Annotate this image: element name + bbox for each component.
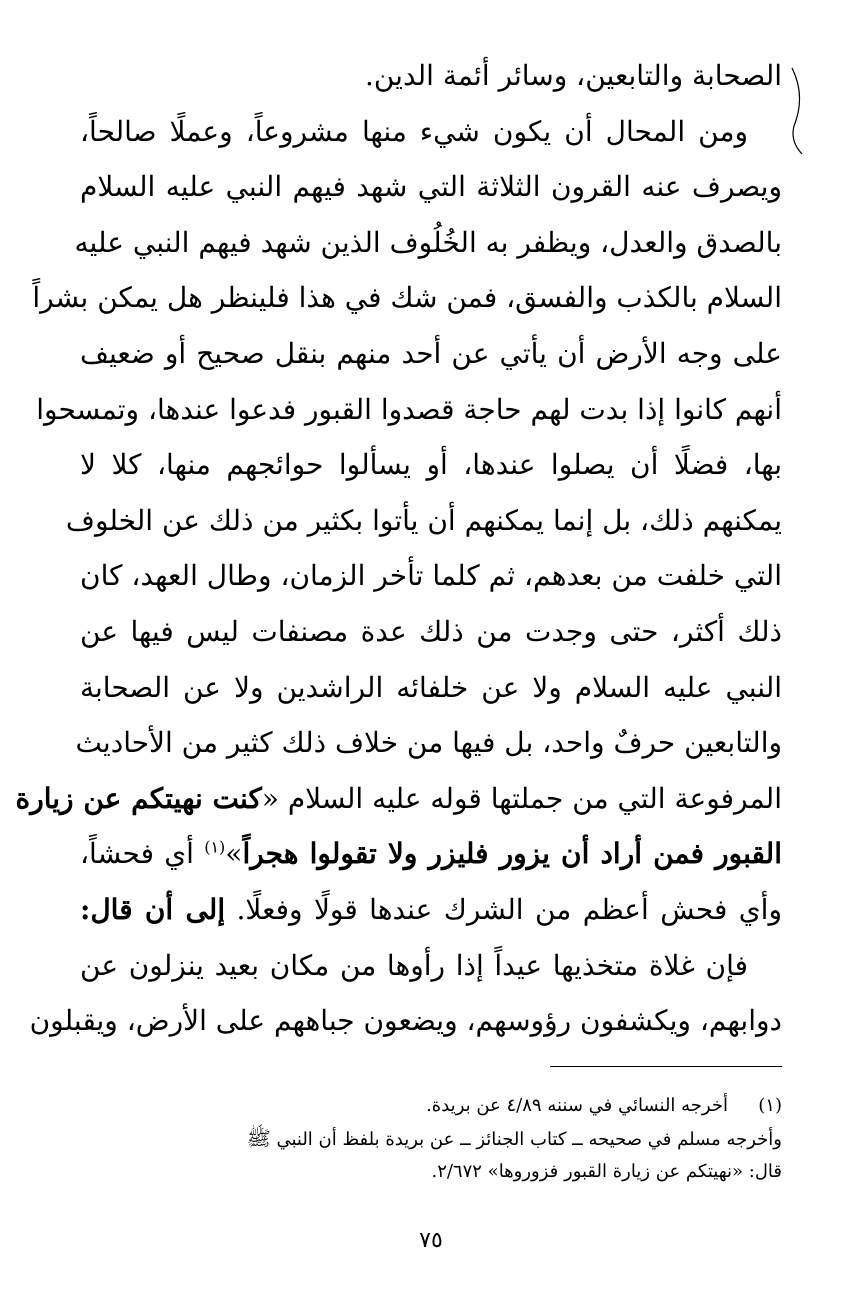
text-line-1: الصحابة والتابعين، وسائر أئمة الدين. — [364, 59, 782, 92]
text-line-8: بها، فضلًا أن يصلوا عندها، أو يسألوا حوائجهم منها، كلا لا — [80, 448, 782, 482]
text-line-17: فإن غلاة متخذيها عيداً إذا رأوها من مكان بعيد ينزلون عن — [80, 948, 748, 982]
footnote-2-text: وأخرجه مسلم في صحيحه ــ كتاب الجنائز ــ عن بريدة بلفظ أن النبي — [270, 1129, 782, 1150]
line-14-text: المرفوعة التي من جملتها قوله عليه السلام « — [261, 781, 782, 815]
footnote-1-continuation — [80, 1122, 782, 1156]
footnotes — [80, 1090, 782, 1188]
line-15-text: أي فحشاً، — [80, 837, 205, 871]
quote-close: » — [225, 837, 243, 871]
text-line-10: التي خلفت من بعدهم، ثم كلما تأخر الزمان، وطال العهد، كان — [80, 559, 782, 593]
main-text — [15, 48, 782, 1049]
line-16-text: وأي فحش أعظم من الشرك عندها قولًا وفعلًا. — [225, 892, 782, 926]
footnote-marker[interactable]: (١) — [204, 837, 226, 857]
hadith-quote-start: كنت نهيتكم عن زيارة — [15, 781, 262, 815]
transition-phrase: إلى أن قال: — [80, 892, 226, 926]
text-line-16 — [80, 882, 782, 938]
text-line-13: والتابعين حرفٌ واحد، بل فيها من خلاف ذلك كثير من الأحاديث — [75, 726, 782, 760]
text-line-9: يمكنهم ذلك، بل إنما يمكنهم أن يأتوا بكثير من ذلك عن الخلوف — [65, 503, 782, 537]
text-line-12: النبي عليه السلام ولا عن خلفائه الراشدين ولا عن الصحابة — [80, 670, 782, 704]
text-line-4: بالصدق والعدل، ويظفر به الخُلُوف الذين شهد فيهم النبي عليه — [74, 225, 782, 259]
honorific-symbol: ﷺ — [246, 1126, 271, 1150]
footnote-1-line-3: قال: «نهيتكم عن زيارة القبور فزوروها» ٢/٦٧٢. — [431, 1161, 782, 1182]
text-line-5: السلام بالكذب والفسق، فمن شك في هذا فلينظر هل يمكن بشراً — [32, 281, 782, 315]
text-line-3: ويصرف عنه القرون الثلاثة التي شهد فيهم النبي عليه السلام — [80, 170, 782, 204]
text-line-15 — [80, 826, 782, 882]
footnote-1-text: أخرجه النسائي في سننه ٤/٨٩ عن بريدة. — [426, 1095, 728, 1116]
text-line-11: ذلك أكثر، حتى وجدت من ذلك عدة مصنفات ليس فيها عن — [80, 614, 782, 648]
footnote-separator — [550, 1066, 782, 1067]
margin-bracket-mark — [788, 66, 812, 156]
text-line-2: ومن المحال أن يكون شيء منها مشروعاً، وعملًا صالحاً، — [80, 114, 748, 148]
footnote-number: (١) — [758, 1095, 782, 1116]
text-line-14 — [15, 771, 782, 827]
text-line-6: على وجه الأرض أن يأتي عن أحد منهم بنقل صحيح أو ضعيف — [80, 336, 782, 370]
page-number: ٧٥ — [419, 1228, 443, 1253]
footnote-1 — [80, 1090, 782, 1122]
text-line-18: دوابهم، ويكشفون رؤوسهم، ويضعون جباههم على الأرض، ويقبلون — [29, 1004, 782, 1038]
text-line-7: أنهم كانوا إذا بدت لهم حاجة قصدوا القبور فدعوا عندها، وتمسحوا — [36, 392, 782, 426]
hadith-quote-end: القبور فمن أراد أن يزور فليزر ولا تقولوا هجراً — [242, 837, 782, 871]
